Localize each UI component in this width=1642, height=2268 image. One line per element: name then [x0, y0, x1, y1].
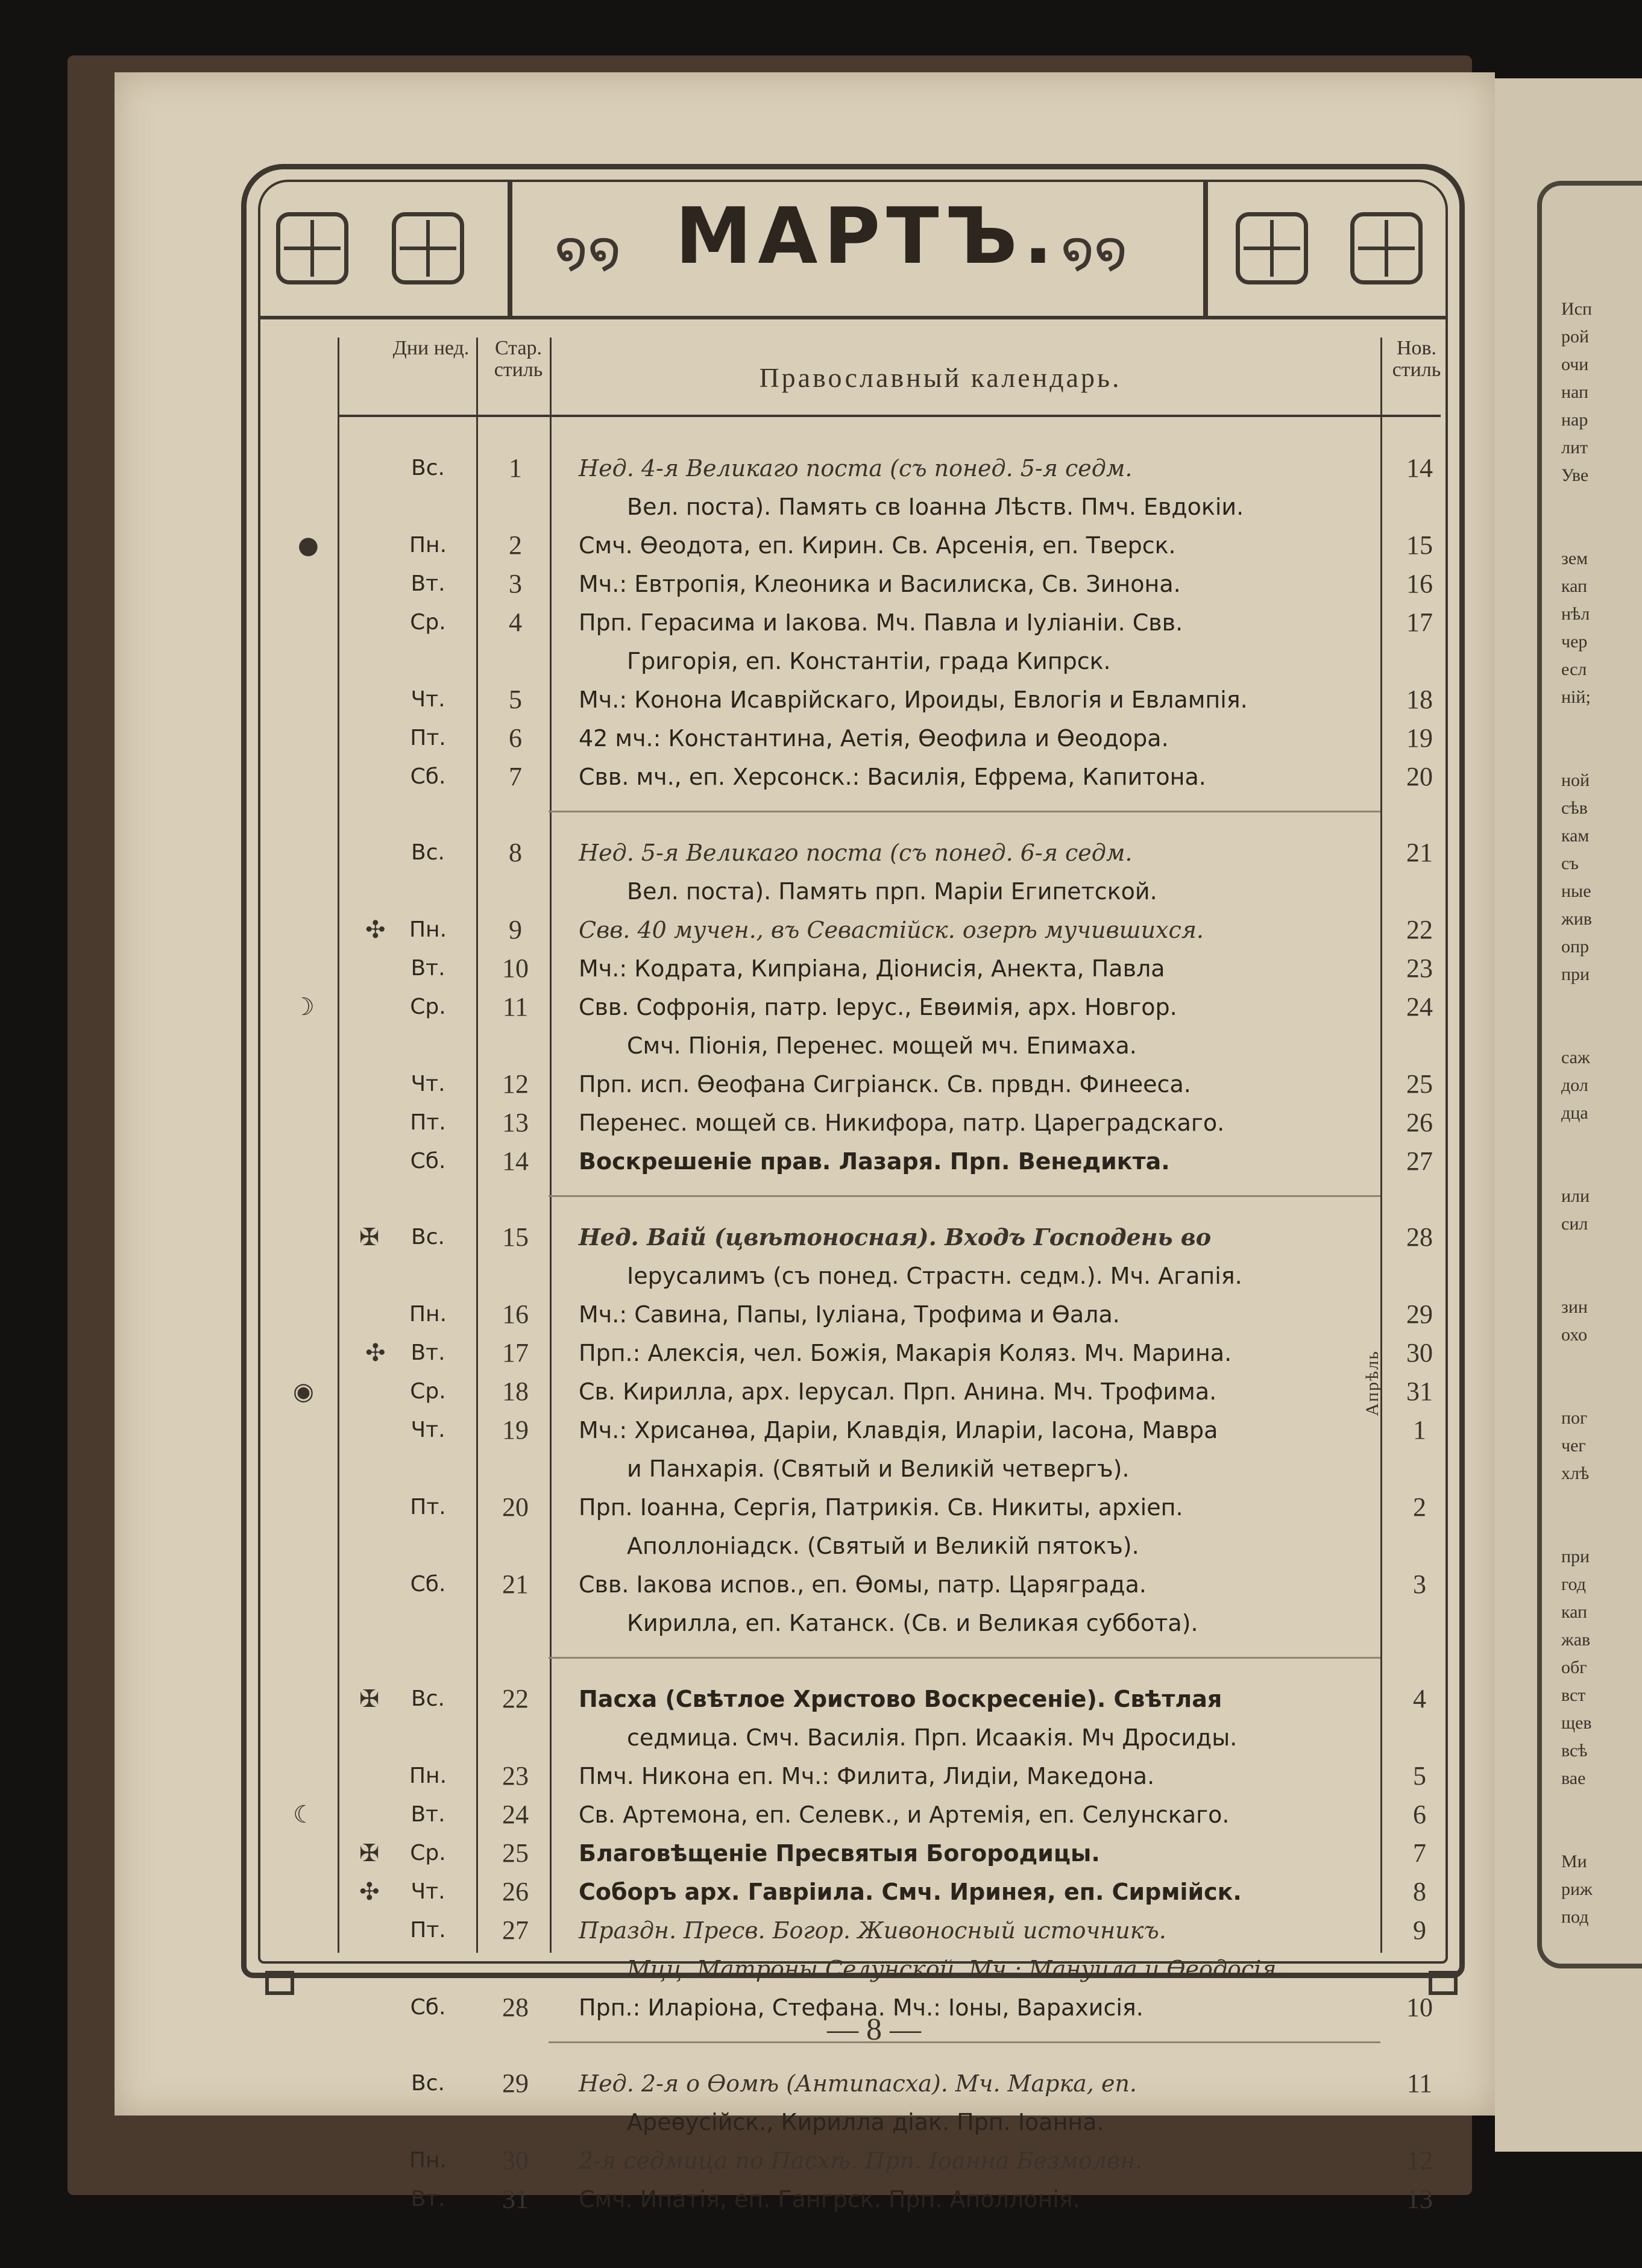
feast-text: Воскрешеніе прав. Лазаря. Прп. Венедикта.: [579, 1148, 1170, 1175]
feast-text: 2-я седмица по Пасхѣ. Прп. Іоанна Безмолвн.: [579, 2147, 1143, 2174]
calendar-row: [0, 565, 1642, 603]
new-style-date: 19: [1406, 723, 1433, 753]
old-style-date: 21: [502, 1569, 529, 1599]
header-rule: [338, 415, 1441, 417]
old-style-date: 16: [502, 1299, 529, 1329]
feast-text: Св. Кирилла, арх. Іерусал. Прп. Анина. Мч. Трофима.: [579, 1378, 1217, 1405]
right-page-text: Исп рой очи нап нар лит Уве зем кап нѣл чер есл ній; ной сѣв кам съ ные жив опр при саж дол дца или сил зин охо пог чег хлѣ при год кап жав обг вст щев всѣ вае Ми риж под: [1561, 299, 1593, 1927]
feast-text: Мч.: Хрисанѳа, Даріи, Клавдія, Иларіи, Іасона, Мавра: [579, 1417, 1218, 1443]
calendar-row-continuation: [0, 1026, 1642, 1065]
calendar-row: [0, 949, 1642, 988]
feast-text: Прп. Герасима и Іакова. Мч. Павла и Іуліаніи. Свв.: [579, 609, 1183, 636]
weekday: Чт.: [410, 1879, 445, 1904]
old-style-date: 5: [509, 685, 522, 714]
new-style-date: 9: [1413, 1915, 1426, 1945]
feast-text: Прп.: Алексія, чел. Божія, Макарія Коляз. Мч. Марина.: [579, 1340, 1232, 1366]
calendar-row: [0, 1411, 1642, 1450]
page-title: МАРТЪ.: [675, 192, 1059, 281]
calendar-row-continuation: [0, 1527, 1642, 1565]
weekday: Чт.: [410, 1072, 445, 1096]
new-style-date: 10: [1406, 1993, 1433, 2022]
feast-symbol-icon: ☽: [293, 993, 315, 1021]
calendar-row-continuation: [0, 872, 1642, 911]
week-separator: [549, 1195, 1380, 1197]
calendar-row: [0, 449, 1642, 488]
feast-text: Мч.: Евтропія, Клеоника и Василиска, Св. Зинона.: [579, 571, 1181, 597]
weekday: Вт.: [410, 2187, 445, 2211]
old-style-date: 13: [502, 1108, 529, 1137]
old-style-date: 10: [502, 953, 529, 983]
old-style-date: 30: [502, 2146, 529, 2175]
week-separator: [549, 811, 1380, 812]
old-style-date: 20: [502, 1492, 529, 1522]
calendar-row: [0, 1334, 1642, 1372]
new-style-date: 21: [1406, 838, 1433, 867]
calendar-row-continuation: [0, 1450, 1642, 1488]
calendar-row: [0, 1065, 1642, 1104]
april-label: Апрѣль: [1362, 1350, 1382, 1416]
feast-text-continuation: Кирилла, еп. Катанск. (Св. и Великая суббота).: [627, 1610, 1198, 1636]
weekday: Пт.: [410, 1918, 446, 1943]
old-style-date: 1: [509, 453, 522, 483]
new-style-date: 14: [1406, 453, 1433, 483]
old-style-date: 12: [502, 1069, 529, 1099]
header-divider: [1203, 180, 1208, 319]
feast-text: Праздн. Пресв. Богор. Живоносный источникъ.: [579, 1917, 1166, 1944]
feast-text: Свв. Іакова испов., еп. Ѳомы, патр. Царяграда.: [579, 1571, 1147, 1598]
old-style-date: 17: [502, 1338, 529, 1368]
old-style-date: 11: [502, 992, 529, 1022]
calendar-row: [0, 1488, 1642, 1527]
new-style-date: 3: [1413, 1569, 1426, 1599]
header-divider: [508, 180, 512, 319]
new-style-date: 28: [1406, 1222, 1433, 1252]
feast-text: 42 мч.: Константина, Аетія, Ѳеофила и Ѳеодора.: [579, 725, 1169, 752]
old-style-date: 19: [502, 1415, 529, 1445]
feast-text: Мч.: Савина, Папы, Іуліана, Трофима и Ѳала.: [579, 1301, 1120, 1328]
weekday: Пт.: [410, 1495, 446, 1519]
calendar-row-continuation: [0, 1604, 1642, 1642]
feast-text: Нед. 2-я о Ѳомѣ (Антипасха). Мч. Марка, еп.: [579, 2070, 1137, 2097]
feast-symbol-icon: ✠: [359, 1224, 380, 1251]
old-style-date: 7: [509, 762, 522, 791]
feast-text: Свв. Софронія, патр. Іерус., Евѳимія, арх. Новгор.: [579, 994, 1177, 1020]
old-style-date: 15: [502, 1222, 529, 1252]
calendar-row: [0, 1295, 1642, 1334]
feast-text-continuation: Григорія, еп. Константіи, града Кипрск.: [627, 648, 1111, 674]
col-head-new: Нов. стиль: [1392, 337, 1441, 381]
weekday: Пн.: [409, 917, 447, 942]
feast-symbol-icon: ✠: [359, 1685, 380, 1713]
new-style-date: 22: [1406, 915, 1433, 944]
corner-ornament: [1429, 1971, 1458, 1995]
col-head-old: Стар. стиль: [494, 337, 543, 381]
new-style-date: 18: [1406, 685, 1433, 714]
calendar-row: [0, 1873, 1642, 1911]
old-style-date: 24: [502, 1800, 529, 1829]
calendar-row-continuation: [0, 2103, 1642, 2141]
feast-text: Свв. 40 мучен., въ Севастійск. озерѣ мучившихся.: [579, 917, 1204, 943]
feast-text: Смч. Ѳеодота, еп. Кирин. Св. Арсенія, еп. Тверск.: [579, 532, 1176, 559]
calendar-row: [0, 1372, 1642, 1411]
new-style-date: 11: [1406, 2069, 1433, 2098]
old-style-date: 27: [502, 1915, 529, 1945]
ornament-icon: [1350, 212, 1423, 284]
new-style-date: 12: [1406, 2146, 1433, 2175]
weekday: Пн.: [409, 1764, 447, 1788]
feast-symbol-icon: ◉: [293, 1378, 314, 1406]
weekday: Сб.: [410, 1995, 446, 2020]
old-style-date: 23: [502, 1761, 529, 1791]
feast-text: Перенес. мощей св. Никифора, патр. Цареградскаго.: [579, 1110, 1225, 1136]
weekday: Чт.: [410, 1418, 445, 1442]
calendar-row: [0, 680, 1642, 719]
new-style-date: 2: [1413, 1492, 1426, 1522]
ornament-icon: [1236, 212, 1308, 284]
weekday: Сб.: [410, 1149, 446, 1173]
calendar-row: [0, 1104, 1642, 1142]
calendar-row: [0, 1565, 1642, 1604]
new-style-date: 30: [1406, 1338, 1433, 1368]
weekday: Ср.: [410, 1379, 446, 1404]
feast-text: Мч.: Конона Исаврійскаго, Ироиды, Евлогія и Евлампія.: [579, 686, 1248, 713]
feast-text-continuation: Мцц. Матроны Селунской. Мч.: Мануила и Ѳеодосія.: [627, 1956, 1284, 1982]
calendar-row: [0, 2180, 1642, 2219]
feast-text-continuation: Іерусалимъ (съ понед. Страстн. седм.). Мч. Агапія.: [627, 1263, 1242, 1289]
weekday: Вт.: [410, 571, 445, 596]
calendar-row: [0, 2064, 1642, 2103]
swirl-icon: ໑໑: [1061, 220, 1128, 280]
weekday: Ср.: [410, 994, 446, 1019]
calendar-row: [0, 1142, 1642, 1181]
new-style-date: 15: [1406, 530, 1433, 560]
feast-symbol-icon: ✣: [365, 1339, 386, 1367]
weekday: Ср.: [410, 610, 446, 635]
calendar-row: [0, 526, 1642, 565]
calendar-row: [0, 603, 1642, 642]
new-style-date: 16: [1406, 569, 1433, 598]
col-head-main: Православный календарь.: [759, 362, 1122, 393]
new-style-date: 20: [1406, 762, 1433, 791]
new-style-date: 4: [1413, 1684, 1426, 1714]
old-style-date: 3: [509, 569, 522, 598]
new-style-date: 27: [1406, 1146, 1433, 1176]
feast-symbol-icon: ✠: [359, 1839, 380, 1867]
weekday: Вс.: [411, 2071, 445, 2096]
old-style-date: 31: [502, 2184, 529, 2214]
feast-text-continuation: Аполлоніадск. (Святый и Великій пятокъ).: [627, 1533, 1139, 1559]
weekday: Пт.: [410, 1110, 446, 1135]
feast-symbol-icon: ✣: [365, 916, 386, 944]
new-style-date: 31: [1406, 1377, 1433, 1406]
feast-text-continuation: Ареѳусійск., Кирилла діак. Прп. Іоанна.: [627, 2109, 1104, 2135]
weekday: Вс.: [411, 1686, 445, 1711]
week-separator: [549, 1657, 1380, 1659]
calendar-row-continuation: [0, 1718, 1642, 1757]
old-style-date: 18: [502, 1377, 529, 1406]
calendar-row-continuation: [0, 1257, 1642, 1295]
old-style-date: 4: [509, 608, 522, 637]
calendar-row: [0, 758, 1642, 796]
feast-text: Прп. исп. Ѳеофана Сигріанск. Св. првдн. Финееса.: [579, 1071, 1191, 1098]
weekday: Пн.: [409, 533, 447, 558]
weekday: Вт.: [410, 956, 445, 981]
calendar-row: [0, 834, 1642, 872]
old-style-date: 14: [502, 1146, 529, 1176]
new-style-date: 13: [1406, 2184, 1433, 2214]
feast-text-continuation: седмица. Смч. Василія. Прп. Исаакія. Мч Дросиды.: [627, 1724, 1238, 1751]
ornament-icon: [276, 212, 348, 284]
weekday: Вт.: [410, 1802, 445, 1827]
feast-text: Благовѣщеніе Пресвятыя Богородицы.: [579, 1840, 1100, 1867]
feast-symbol-icon: ☾: [293, 1801, 315, 1829]
old-style-date: 9: [509, 915, 522, 944]
feast-text-continuation: Вел. поста). Память св Іоанна Лѣств. Пмч. Евдокіи.: [627, 494, 1244, 520]
feast-text: Нед. 5-я Великаго поста (съ понед. 6-я седм.: [579, 840, 1133, 866]
calendar-row-continuation: [0, 1950, 1642, 1988]
weekday: Сб.: [410, 764, 446, 789]
new-style-date: 1: [1413, 1415, 1426, 1445]
feast-text: Прп.: Иларіона, Стефана. Мч.: Іоны, Варахисія.: [579, 1994, 1143, 2021]
weekday: Вс.: [411, 456, 445, 480]
feast-text: Пасха (Свѣтлое Христово Воскресеніе). Свѣтлая: [579, 1686, 1222, 1712]
new-style-date: 8: [1413, 1877, 1426, 1906]
calendar-row: [0, 1795, 1642, 1834]
new-style-date: 23: [1406, 953, 1433, 983]
feast-text: Св. Артемона, еп. Селевк., и Артемія, еп. Селунскаго.: [579, 1802, 1230, 1828]
feast-symbol-icon: ●: [298, 532, 319, 559]
old-style-date: 8: [509, 838, 522, 867]
feast-text: Смч. Ипатія, еп. Гангрск. Прп. Аполлонія.: [579, 2186, 1080, 2213]
weekday: Пн.: [409, 2148, 447, 2173]
weekday: Ср.: [410, 1841, 446, 1865]
new-style-date: 7: [1413, 1838, 1426, 1868]
old-style-date: 2: [509, 530, 522, 560]
col-head-day: Дни нед.: [392, 337, 470, 359]
new-style-date: 17: [1406, 608, 1433, 637]
calendar-row: [0, 1757, 1642, 1795]
old-style-date: 22: [502, 1684, 529, 1714]
feast-text-continuation: и Панхарія. (Святый и Великій четвергъ).: [627, 1456, 1130, 1482]
calendar-row-continuation: [0, 488, 1642, 526]
new-style-date: 26: [1406, 1108, 1433, 1137]
weekday: Вс.: [411, 840, 445, 865]
feast-symbol-icon: ✣: [359, 1878, 380, 1906]
calendar-row: [0, 1911, 1642, 1950]
calendar-row: [0, 1218, 1642, 1257]
weekday: Пн.: [409, 1302, 447, 1327]
old-style-date: 29: [502, 2069, 529, 2098]
calendar-row: [0, 1680, 1642, 1718]
weekday: Пт.: [410, 726, 446, 750]
old-style-date: 6: [509, 723, 522, 753]
calendar-row-continuation: [0, 642, 1642, 680]
ornament-icon: [392, 212, 464, 284]
calendar-row: [0, 988, 1642, 1026]
weekday: Вт.: [410, 1340, 445, 1365]
swirl-icon: ໑໑: [555, 220, 621, 280]
old-style-date: 28: [502, 1993, 529, 2022]
new-style-date: 24: [1406, 992, 1433, 1022]
feast-text: Прп. Іоанна, Сергія, Патрикія. Св. Никиты, архіеп.: [579, 1494, 1183, 1521]
weekday: Сб.: [410, 1572, 446, 1597]
old-style-date: 26: [502, 1877, 529, 1906]
calendar-row: [0, 1834, 1642, 1873]
calendar-row: [0, 2141, 1642, 2180]
weekday: Чт.: [410, 687, 445, 712]
old-style-date: 25: [502, 1838, 529, 1868]
page-number: — 8 —: [827, 2012, 921, 2047]
corner-ornament: [265, 1971, 294, 1995]
feast-text: Свв. мч., еп. Херсонск.: Василія, Ефрема, Капитона.: [579, 764, 1206, 790]
new-style-date: 5: [1413, 1761, 1426, 1791]
weekday: Вс.: [411, 1225, 445, 1249]
calendar-row: [0, 911, 1642, 949]
new-style-date: 6: [1413, 1800, 1426, 1829]
feast-text: Пмч. Никона еп. Мч.: Филита, Лидіи, Македона.: [579, 1763, 1155, 1789]
feast-text: Нед. 4-я Великаго поста (съ понед. 5-я седм.: [579, 455, 1133, 482]
new-style-date: 25: [1406, 1069, 1433, 1099]
new-style-date: 29: [1406, 1299, 1433, 1329]
feast-text-continuation: Смч. Піонія, Перенес. мощей мч. Епимаха.: [627, 1032, 1137, 1059]
feast-text-continuation: Вел. поста). Память прп. Маріи Египетской.: [627, 878, 1157, 905]
calendar-row: [0, 719, 1642, 758]
feast-text: Соборъ арх. Гавріила. Смч. Иринея, еп. Сирмійск.: [579, 1879, 1242, 1905]
feast-text: Мч.: Кодрата, Кипріана, Діонисія, Анекта, Павла: [579, 955, 1165, 982]
feast-text: Нед. Ваій (цвѣтоносная). Входъ Господень во: [579, 1224, 1212, 1251]
